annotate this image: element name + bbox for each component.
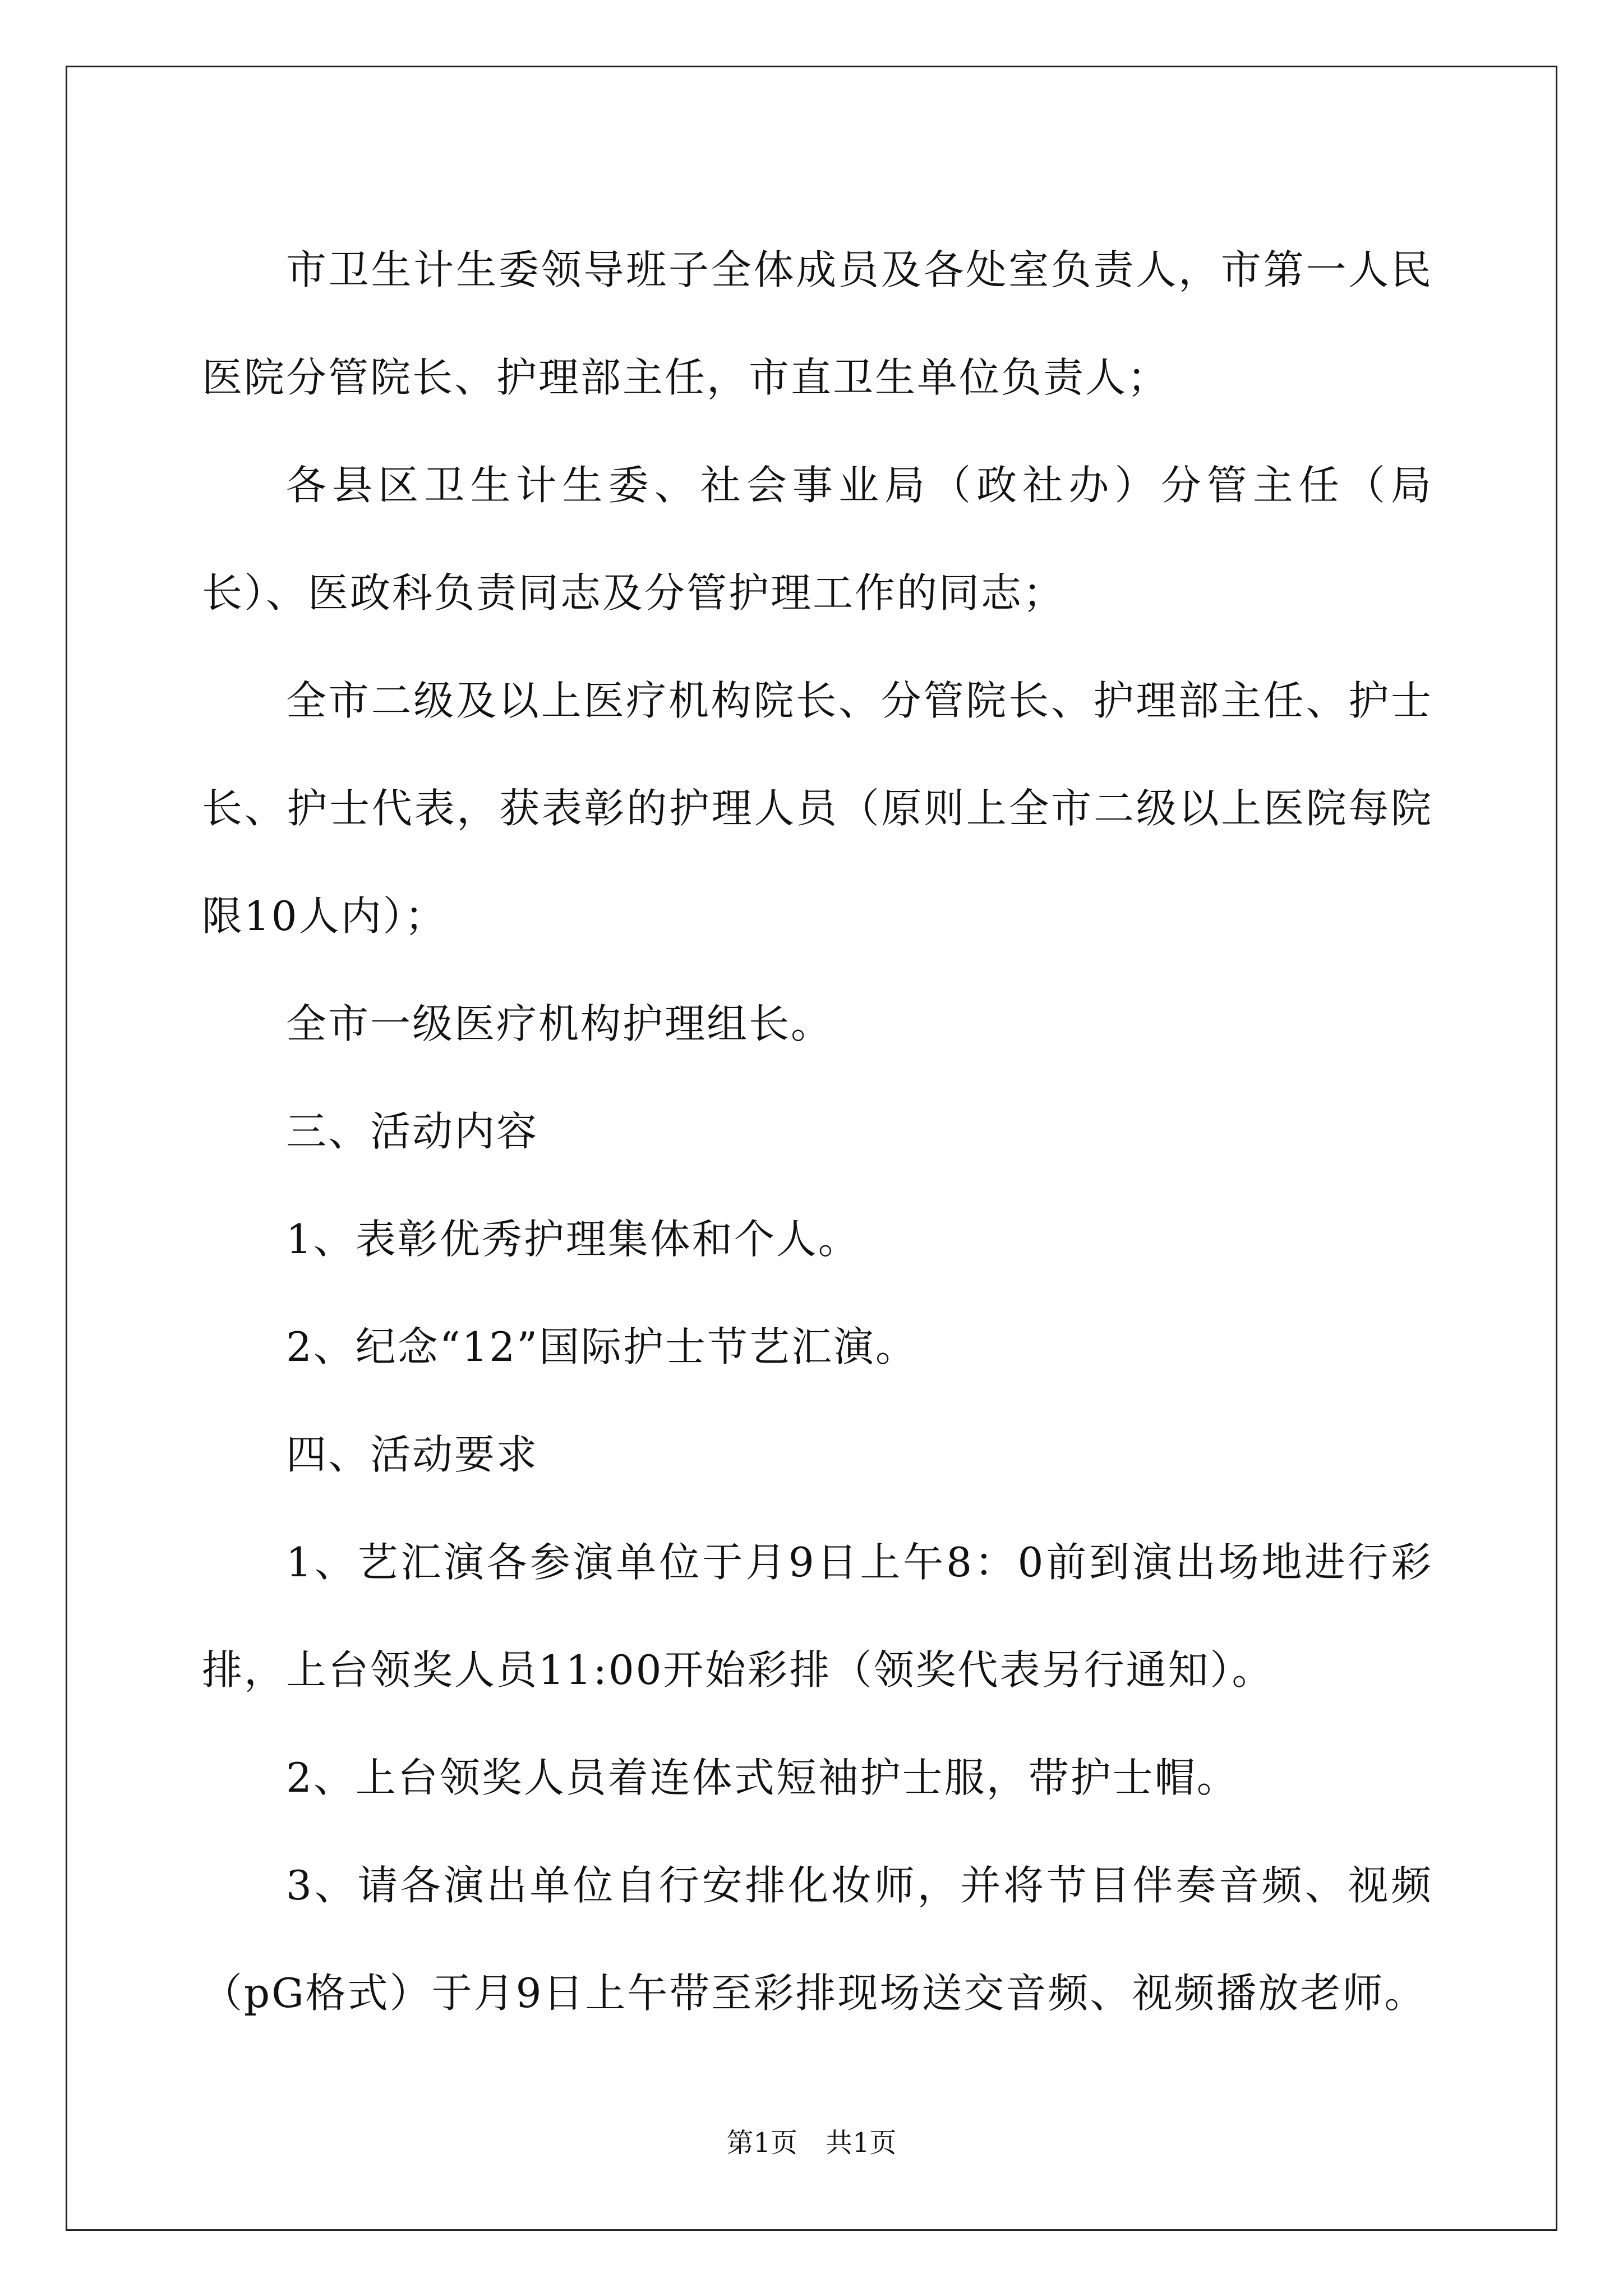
page-number-current: 第1页 [726,2127,797,2159]
page-number-total: 共1页 [826,2127,897,2159]
paragraph-attendees-hospitals: 全市二级及以上医疗机构院长、分管院长、护理部主任、护士长、护士代表，获表彰的护理人员（原则上全市二级以上医院每院限10人内）； [202,677,1433,940]
paragraph-content-item-2: 2、纪念“12”国际护士节艺汇演。 [286,1323,918,1370]
paragraph-requirement-3: 3、请各演出单位自行安排化妆师，并将节目伴奏音频、视频（pG格式）于月9日上午带至彩排现场送交音频、视频播放老师。 [202,1862,1433,2017]
paragraph-attendees-city: 市卫生计生委领导班子全体成员及各处室负责人，市第一人民医院分管院长、护理部主任，市直卫生单位负责人； [202,246,1433,401]
paragraph-requirement-2: 2、上台领奖人员着连体式短袖护士服，带护士帽。 [286,1754,1239,1801]
page-footer [0,2126,1623,2160]
section-heading-activity-content: 三、活动内容 [286,1108,539,1155]
paragraph-content-item-1: 1、表彰优秀护理集体和个人。 [286,1216,860,1263]
section-heading-activity-requirements: 四、活动要求 [286,1431,539,1478]
paragraph-requirement-1: 1、艺汇演各参演单位于月9日上午8：0前到演出场地进行彩排，上台领奖人员11:00开始彩排（领奖代表另行通知）。 [202,1539,1433,1694]
paragraph-attendees-primary: 全市一级医疗机构护理组长。 [286,1000,833,1047]
document-body [202,216,1433,2047]
paragraph-attendees-county: 各县区卫生计生委、社会事业局（政社办）分管主任（局长）、医政科负责同志及分管护理工作的同志； [202,462,1433,616]
